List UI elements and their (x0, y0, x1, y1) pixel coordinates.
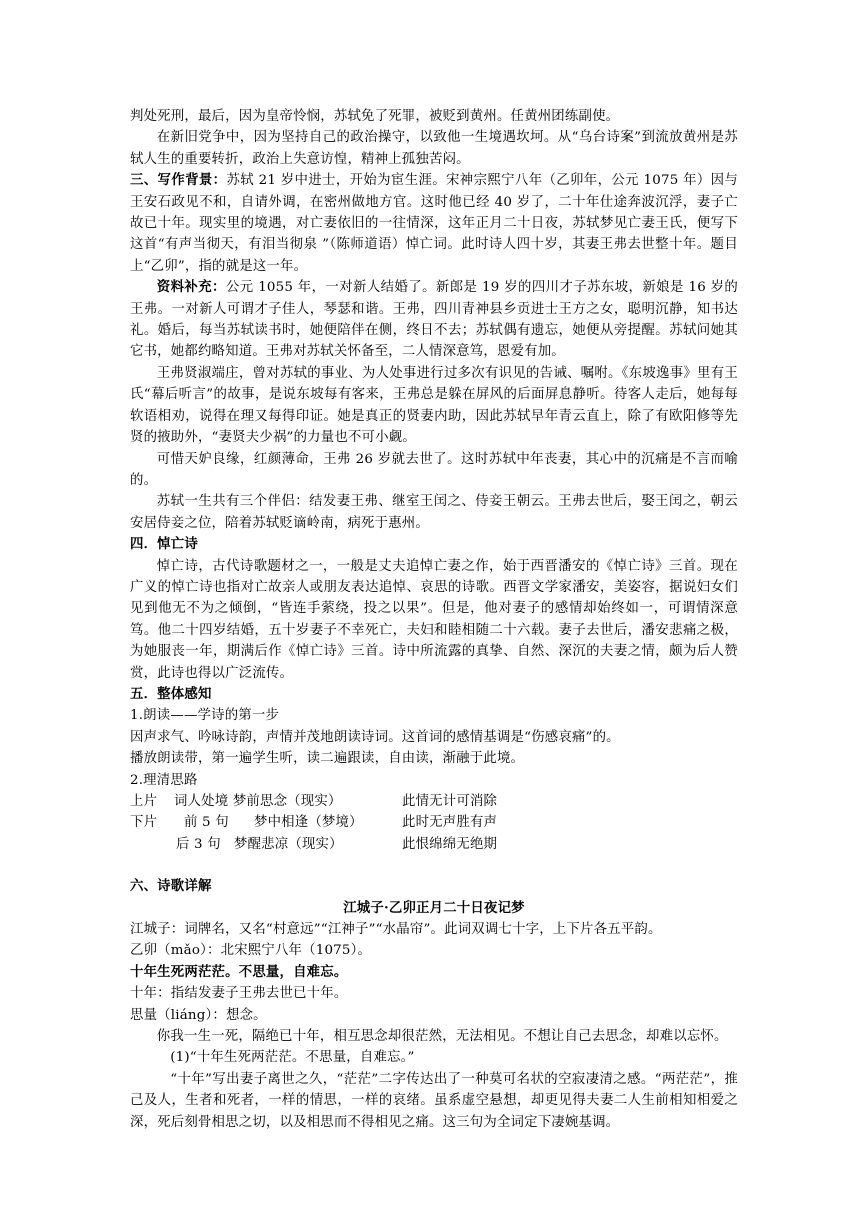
outline-lines: 后 3 句 (176, 836, 221, 852)
paragraph (130, 170, 738, 277)
paragraph: (1)“十年生死两茫茫。不思量，自难忘。” (170, 1050, 415, 1066)
outline-feeling: 此恨绵绵无绝期 (402, 836, 498, 852)
paragraph: 可惜天妒良缘，红颜薄命，王弗 26 岁就去世了。这时苏轼中年丧妻，其心中的沉痛是不言而喻的。 (130, 451, 738, 488)
section-heading: 三、写作背景： (130, 172, 227, 189)
paragraph: 苏轼一生共有三个伴侣：结发妻王弗、继室王闰之、侍妾王朝云。王弗去世后，娶王闰之，朝云安居侍妾之位，陪着苏轼贬谪岭南，病死于惠州。 (130, 494, 738, 531)
paragraph: 乙卯（mǎo）：北宋熙宁八年（1075）。 (130, 943, 372, 959)
outline-lines: 前 5 句 (184, 815, 229, 831)
outline-row (130, 812, 738, 833)
subheading: 1.朗读——学诗的第一步 (130, 708, 280, 724)
document-body (130, 106, 738, 1133)
section-heading: 四．悼亡诗 (130, 536, 198, 553)
outline-part: 上片 (130, 794, 158, 809)
paragraph: 你我一生一死，隔绝已十年，相互思念却很茫然，无法相见。不想让自己去思念，却难以忘怀。 (156, 1029, 728, 1045)
section-heading: 六、诗歌详解 (130, 878, 212, 895)
paragraph: 播放朗读带，第一遍学生听，读二遍跟读，自由读，渐融于此境。 (130, 751, 525, 767)
poem-line: 十年生死两茫茫。不思量，自难忘。 (130, 963, 348, 980)
paragraph (130, 277, 738, 363)
paragraph-text: 公元 1055 年，一对新人结婚了。新郎是 19 岁的四川才子苏东坡，新娘是 16 岁的王弗。一对新人可谓才子佳人，琴瑟和谐。王弗，四川青神县乡贡进士王方之女，聪明沉静，知书达礼。婚后，每当苏轼读书时，她便陪伴在侧，终日不去；苏轼偶有遗忘，她便从旁提醒。苏轼问她其它书，她都约略知道。王弗对苏轼关怀备至，二人情深意笃，恩爱有加。 (130, 280, 739, 360)
paragraph: 判处死刑，最后，因为皇帝怜悯，苏轼免了死罪，被贬到黄州。任黄州团练副使。 (130, 109, 620, 124)
paragraph: “十年”写出妻子离世之久，“茫茫”二字传达出了一种莫可名状的空寂凄清之感。“两茫茫”，推己及人，生者和死者，一样的情思，一样的哀绪。虽系虚空悬想，却更见得夫妻二人生前相知相爱之深，死后刻骨相思之切，以及相思而不得相见之痛。这三句为全词定下凄婉基调。 (130, 1071, 738, 1130)
paragraph: 王弗贤淑端庄，曾对苏轼的事业、为人处事进行过多次有识见的告诫、嘱咐。《东坡逸事》里有王氏“幕后听言”的故事，是说东坡每有客来，王弗总是躲在屏风的后面屏息静听。待客人走后，她每每软语相劝，说得在理又每得印证。她是真正的贤妻内助，因此苏轼早年青云直上，除了有欧阳修等先贤的掖助外，“妻贤夫少祸”的力量也不可小觑。 (130, 365, 738, 446)
outline-part (130, 834, 174, 855)
paragraph: 在新旧党争中，因为坚持自己的政治操守，以致他一生境遇坎坷。从“乌台诗案”到流放黄州是苏轼人生的重要转折，政治上失意访惶，精神上孤独苦闷。 (130, 130, 738, 167)
paragraph: 悼亡诗，古代诗歌题材之一，一般是丈夫追悼亡妻之作，始于西晋潘安的《悼亡诗》三首。现在广义的悼亡诗也指对亡故亲人或朋友表达追悼、哀思的诗歌。西晋文学家潘安，美姿容，据说妇女们见到他无不为之倾倒，“皆连手萦绕，投之以果”。但是，他对妻子的感情却始终如一，可谓情深意笃。他二十四岁结婚，五十岁妻子不幸死亡，夫妇和睦相随二十六载。妻子去世后，潘安悲痛之极，为她服丧一年，期满后作《悼亡诗》三首。诗中所流露的真挚、自然、深沉的夫妻之情，颇为后人赞赏，此诗也得以广泛流传。 (130, 558, 738, 681)
poem-title: 江城子·乙卯正月二十日夜记梦 (343, 899, 525, 916)
paragraph: 十年：指结发妻子王弗去世已十年。 (130, 986, 348, 1002)
outline-scene: 梦醒悲凉（现实） (234, 836, 343, 852)
outline-feeling: 此情无计可消除 (402, 794, 498, 809)
paragraph: 江城子：词牌名，又名“村意远”“江神子”“水晶帘”。此词双调七十字，上下片各五平韵。 (130, 922, 662, 938)
section-heading: 五．整体感知 (130, 685, 212, 702)
outline-row (130, 834, 738, 855)
subheading: 2.理清思路 (130, 772, 198, 788)
outline-row (130, 791, 738, 812)
section-heading: 资料补充： (156, 279, 226, 296)
outline-feeling: 此时无声胜有声 (402, 815, 498, 831)
paragraph: 因声求气、吟咏诗韵，声情并茂地朗读诗词。这首词的感情基调是“伤感哀痛”的。 (130, 729, 620, 745)
paragraph: 思量（liáng）：想念。 (130, 1007, 267, 1023)
paragraph-text: 苏轼 21 岁中进士，开始为宦生涯。宋神宗熙宁八年（乙卯年，公元 1075 年）因与王安石政见不和，自请外调，在密州做地方官。这时他已经 40 岁了，二十年仕途奔波沉浮，妻子亡故已十年。现实里的境遇，对亡妻依旧的一往情深，这年正月二十日夜，苏轼梦见亡妻王氏，便写下这首“有声当彻天，有泪当彻泉 ”（陈师道语）悼亡词。此时诗人四十岁，其妻王弗去世整十年。题目上“乙卯”，指的就是这一年。 (130, 173, 738, 274)
outline-scene: 梦中相逢（梦境） (254, 815, 363, 831)
outline-scene: 词人处境 梦前思念（现实） (174, 794, 342, 809)
outline-part: 下片 (130, 815, 158, 831)
